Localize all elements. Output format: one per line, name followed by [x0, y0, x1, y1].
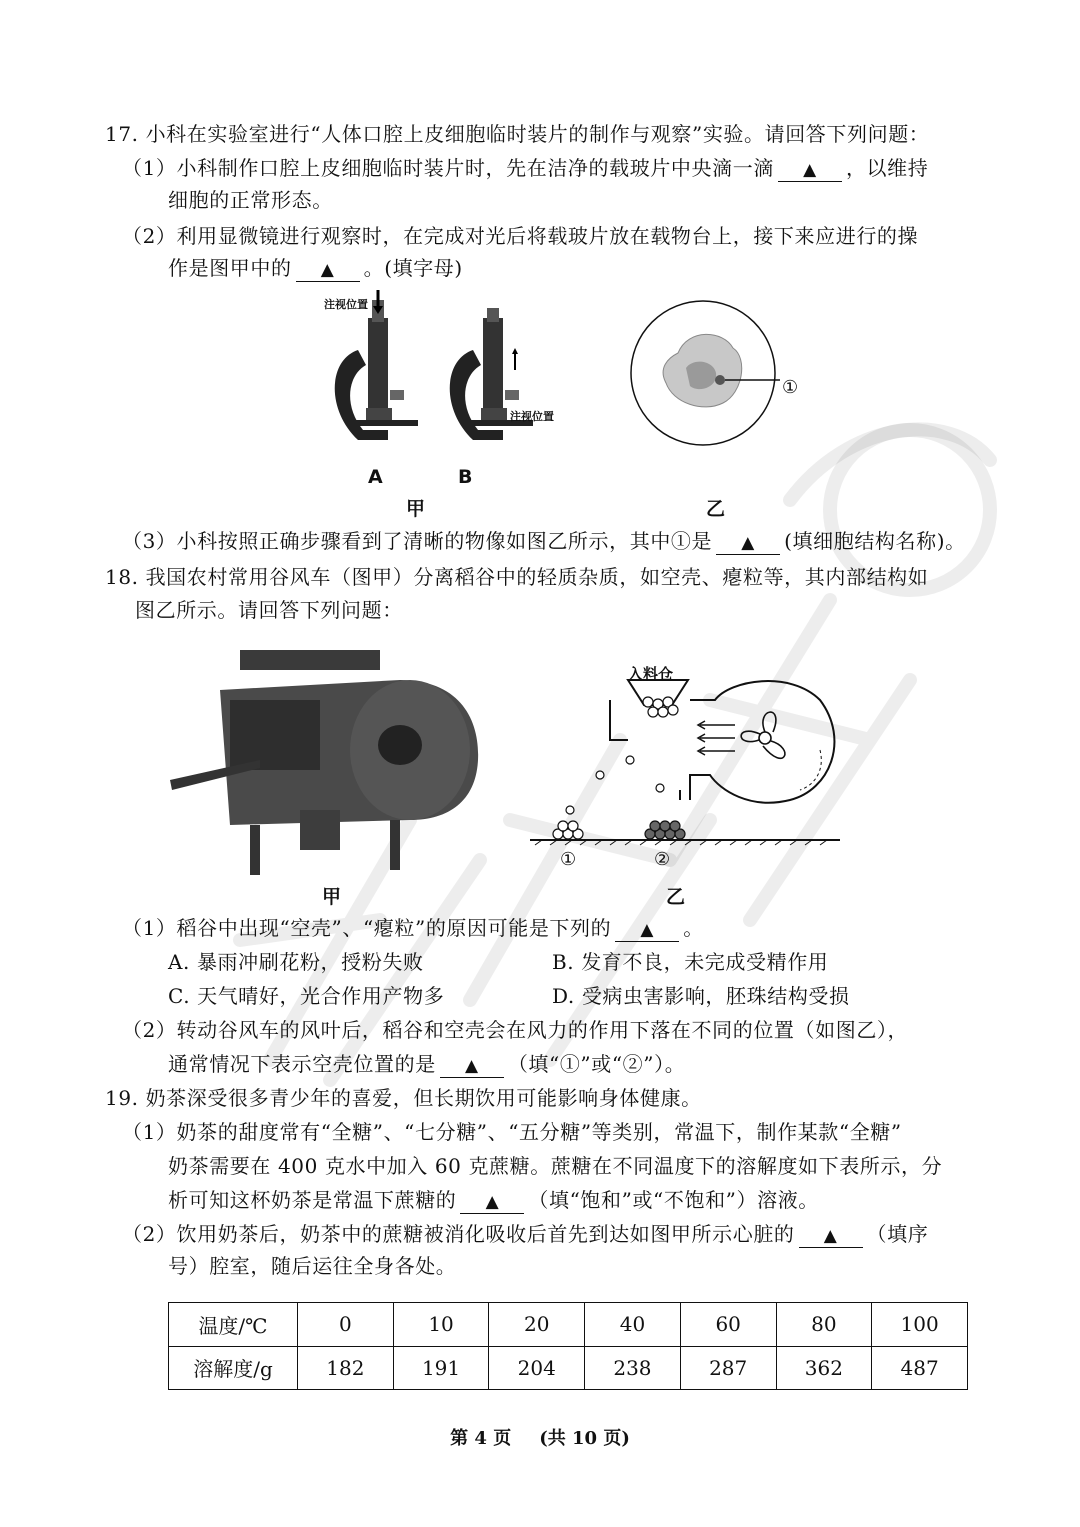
option-d: D. 受病虫害影响，胚珠结构受损: [552, 984, 850, 1008]
table-cell: 362: [776, 1346, 872, 1390]
question-18-stem: 18. 我国农村常用谷风车（图甲）分离稻谷中的轻质杂质，如空壳、瘪粒等，其内部结构如: [105, 565, 929, 589]
question-18-part-2-cont: 通常情况下表示空壳位置的是 ▲ （填“①”或“②”）。: [168, 1052, 686, 1076]
position-marker-1: ①: [560, 849, 577, 870]
table-cell: 191: [393, 1346, 489, 1390]
figure-yi-label: 乙: [706, 498, 726, 520]
answer-blank[interactable]: ▲: [460, 1189, 524, 1214]
figure-jia-label: 甲: [322, 886, 342, 908]
answer-blank[interactable]: ▲: [778, 157, 842, 182]
microscope-label-a: A: [368, 466, 383, 488]
position-marker-2: ②: [654, 849, 671, 870]
question-18-part-2: （2）转动谷风车的风叶后，稻谷和空壳会在风力的作用下落在不同的位置（如图乙），: [122, 1018, 909, 1042]
table-row: [169, 1303, 968, 1347]
question-17-part-1-cont: 细胞的正常形态。: [168, 188, 333, 212]
question-17-part-2: （2）利用显微镜进行观察时，在完成对光后将载玻片放在载物台上，接下来应进行的操: [122, 224, 919, 248]
option-c: C. 天气晴好，光合作用产物多: [168, 984, 445, 1008]
question-17-part-1: （1）小科制作口腔上皮细胞临时装片时，先在洁净的载玻片中央滴一滴 ▲ ，以维持: [122, 156, 929, 180]
answer-blank[interactable]: ▲: [296, 257, 360, 282]
winnowing-machine-photo: [160, 640, 490, 880]
table-cell: 238: [585, 1346, 681, 1390]
question-19-part-1-cont2: 析可知这杯奶茶是常温下蔗糖的 ▲ （填“饱和”或“不饱和”）溶液。: [168, 1188, 819, 1212]
table-cell: 40: [585, 1303, 681, 1347]
option-b: B. 发育不良，未完成受精作用: [552, 950, 829, 974]
page-footer: [0, 1424, 1080, 1450]
gaze-position-label-b: 注视位置: [510, 410, 554, 423]
cell-structure-marker: ①: [782, 377, 799, 398]
table-cell: 10: [393, 1303, 489, 1347]
winnowing-structure-diagram: [530, 660, 850, 860]
hopper-label: 入料仓: [628, 665, 674, 683]
question-17-part-2-cont: 作是图甲中的 ▲ 。(填字母): [168, 256, 463, 280]
answer-blank[interactable]: ▲: [799, 1223, 863, 1248]
table-cell: 80: [776, 1303, 872, 1347]
table-cell: 287: [680, 1346, 776, 1390]
question-19-part-2: （2）饮用奶茶后，奶茶中的蔗糖被消化吸收后首先到达如图甲所示心脏的 ▲ （填序: [122, 1222, 929, 1246]
table-cell: 60: [680, 1303, 776, 1347]
answer-blank[interactable]: ▲: [440, 1053, 504, 1078]
option-a: A. 暴雨冲刷花粉，授粉失败: [168, 950, 424, 974]
question-19-part-1: （1）奶茶的甜度常有“全糖”、“七分糖”、“五分糖”等类别，常温下，制作某款“全糖”: [122, 1120, 902, 1144]
question-17-stem: 17. 小科在实验室进行“人体口腔上皮细胞临时装片的制作与观察”实验。请回答下列问题：: [105, 122, 930, 146]
table-cell: 487: [872, 1346, 968, 1390]
table-header-cell: 温度/℃: [169, 1303, 298, 1347]
table-cell: 0: [298, 1303, 394, 1347]
table-cell: 204: [489, 1346, 585, 1390]
table-cell: 20: [489, 1303, 585, 1347]
question-18-part-1: （1）稻谷中出现“空壳”、“瘪粒”的原因可能是下列的 ▲ 。: [122, 916, 704, 940]
gaze-position-label-a: 注视位置: [324, 298, 368, 311]
microscope-a-drawing: [335, 290, 418, 440]
cell-view-figure: [628, 298, 808, 448]
question-19-stem: 19. 奶茶深受很多青少年的喜爱，但长期饮用可能影响身体健康。: [105, 1086, 702, 1110]
question-18-stem-cont: 图乙所示。请回答下列问题：: [135, 598, 403, 622]
microscope-label-b: B: [458, 466, 473, 488]
microscope-figure: [318, 290, 578, 450]
question-19-part-1-cont: 奶茶需要在 400 克水中加入 60 克蔗糖。蔗糖在不同温度下的溶解度如下表所示，分: [168, 1154, 943, 1178]
figure-yi-label: 乙: [666, 886, 686, 908]
table-cell: 182: [298, 1346, 394, 1390]
table-header-cell: 溶解度/g: [169, 1346, 298, 1390]
page-total: (共 10 页): [539, 1428, 630, 1449]
table-row: [169, 1346, 968, 1390]
solubility-table: [168, 1302, 968, 1390]
question-19-part-2-cont: 号）腔室，随后运往全身各处。: [168, 1254, 457, 1278]
page-number: 第 4 页: [450, 1428, 512, 1449]
table-cell: 100: [872, 1303, 968, 1347]
answer-blank[interactable]: ▲: [716, 530, 780, 555]
question-17-part-3: （3）小科按照正确步骤看到了清晰的物像如图乙所示，其中①是 ▲ (填细胞结构名称)。: [122, 529, 966, 553]
answer-blank[interactable]: ▲: [615, 917, 679, 942]
figure-jia-label: 甲: [406, 498, 426, 520]
